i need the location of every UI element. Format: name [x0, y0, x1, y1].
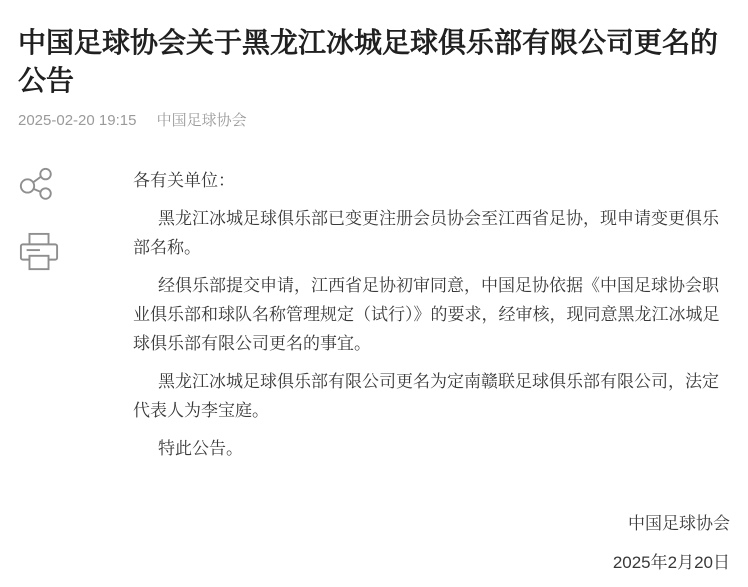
- meta-row: [18, 112, 730, 130]
- article-content: [18, 166, 730, 577]
- share-button[interactable]: [18, 166, 60, 204]
- action-icon-rail: [18, 166, 133, 577]
- page-title: 中国足球协会关于黑龙江冰城足球俱乐部有限公司更名的公告: [18, 27, 719, 96]
- signature-date: 2025年2月20日: [612, 553, 730, 572]
- publish-datetime: 2025-02-20 19:15: [18, 112, 137, 129]
- publish-source: 中国足球协会: [156, 112, 247, 129]
- paragraph-2: 经俱乐部提交申请，江西省足协初审同意，中国足协依据《中国足球协会职业俱乐部和球队名称管理规定（试行）》的要求，经审核，现同意黑龙江冰城足球俱乐部有限公司更名的事宜。: [133, 276, 720, 353]
- paragraph-4: 特此公告。: [158, 439, 243, 458]
- print-button[interactable]: [18, 232, 60, 270]
- signature: 中国足球协会: [628, 514, 730, 533]
- paragraph-3: 黑龙江冰城足球俱乐部有限公司更名为定南赣联足球俱乐部有限公司，法定代表人为李宝庭。: [133, 372, 719, 420]
- print-icon: [18, 232, 60, 272]
- paragraph-1: 黑龙江冰城足球俱乐部已变更注册会员协会至江西省足协，现申请变更俱乐部名称。: [133, 209, 719, 257]
- article-body: [133, 166, 730, 577]
- salutation: 各有关单位：: [133, 171, 235, 190]
- share-icon: [18, 166, 60, 204]
